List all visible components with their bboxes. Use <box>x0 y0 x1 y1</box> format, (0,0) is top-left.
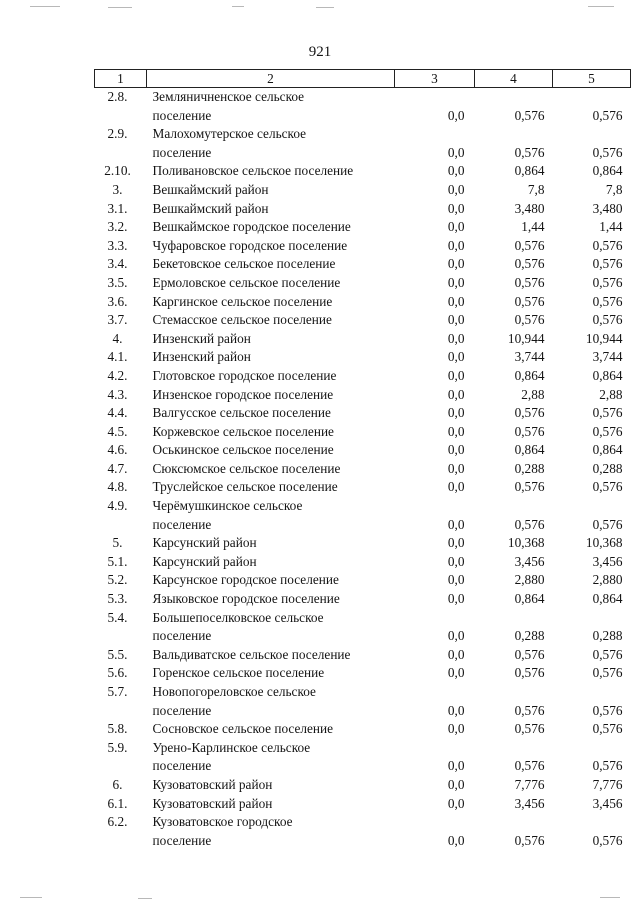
municipality-name-line: Валгусское сельское поселение <box>152 405 331 421</box>
municipality-name <box>147 274 395 293</box>
value-col3: 0,0 <box>447 646 465 662</box>
value-col4: 0,576 <box>514 256 545 272</box>
table-row <box>95 497 631 534</box>
table-row <box>95 534 631 553</box>
value-col5: 2,88 <box>599 386 623 402</box>
municipality-name <box>147 497 395 534</box>
municipality-name-line: Оськинское сельское поселение <box>152 442 334 458</box>
row-number: 3.3. <box>107 237 128 253</box>
value-col3: 0,0 <box>447 293 465 309</box>
municipality-name-line: Карсунское городское поселение <box>152 572 339 588</box>
value-col4: 7,776 <box>514 776 545 792</box>
value-col5: 0,576 <box>592 274 623 290</box>
municipality-name-line: Вешкаймское городское поселение <box>152 219 351 235</box>
value-col4: 2,880 <box>514 572 545 588</box>
value-col4: 0,576 <box>514 423 545 439</box>
value-col5: 0,576 <box>592 293 623 309</box>
value-col3: 0,0 <box>447 628 465 644</box>
value-col3: 0,0 <box>447 516 465 532</box>
value-col4: 0,576 <box>514 832 545 848</box>
municipality-name-line: Каргинское сельское поселение <box>152 293 333 309</box>
row-number: 5.9. <box>107 739 128 755</box>
value-col3: 0,0 <box>447 591 465 607</box>
municipality-name-line: Глотовское городское поселение <box>152 367 337 383</box>
row-number: 3.4. <box>107 256 128 272</box>
value-col5: 3,456 <box>592 553 623 569</box>
value-col5: 0,576 <box>592 312 623 328</box>
municipality-name <box>147 590 395 609</box>
value-col5: 0,576 <box>592 237 623 253</box>
municipality-name <box>147 646 395 665</box>
value-col3: 0,0 <box>447 535 465 551</box>
row-number: 6. <box>112 776 123 792</box>
municipality-name-line: Горенское сельское поселение <box>152 665 325 681</box>
value-col3: 0,0 <box>447 460 465 476</box>
table-row <box>95 293 631 312</box>
value-col4: 0,864 <box>514 367 545 383</box>
municipality-name-line: поселение <box>152 758 212 774</box>
table-row <box>95 88 631 126</box>
value-col5: 0,576 <box>592 479 623 495</box>
value-col3: 0,0 <box>447 795 465 811</box>
row-number: 5.7. <box>107 684 128 699</box>
value-col3: 0,0 <box>447 423 465 439</box>
municipality-name <box>147 553 395 572</box>
value-col5: 7,8 <box>605 181 623 197</box>
municipality-name-line: Кузоватовский район <box>152 795 273 811</box>
municipality-name <box>147 441 395 460</box>
value-col4: 3,744 <box>514 349 545 365</box>
municipality-name <box>147 237 395 256</box>
row-number: 4.6. <box>107 442 128 458</box>
column-header: 2 <box>147 70 395 88</box>
value-col5: 0,288 <box>592 460 623 476</box>
value-col3: 0,0 <box>447 144 465 160</box>
row-number: 5.5. <box>107 646 128 662</box>
table-row <box>95 367 631 386</box>
row-number: 5. <box>112 535 123 551</box>
table-row <box>95 720 631 739</box>
value-col4: 0,576 <box>514 721 545 737</box>
row-number: 4.9. <box>107 498 128 514</box>
table-row <box>95 441 631 460</box>
value-col3: 0,0 <box>447 758 465 774</box>
value-col5: 0,576 <box>592 405 623 421</box>
municipality-name <box>147 125 395 162</box>
row-number: 4.5. <box>107 423 128 439</box>
table-row <box>95 795 631 814</box>
value-col3: 0,0 <box>447 349 465 365</box>
municipality-name-line: поселение <box>152 144 212 160</box>
value-col5: 0,576 <box>592 144 623 160</box>
value-col3: 0,0 <box>447 702 465 718</box>
row-number: 2.8. <box>107 89 128 104</box>
table-row <box>95 776 631 795</box>
table-row <box>95 125 631 162</box>
value-col3: 0,0 <box>447 442 465 458</box>
value-col5: 0,864 <box>592 367 623 383</box>
value-col4: 10,368 <box>507 535 545 551</box>
table-row <box>95 311 631 330</box>
value-col4: 1,44 <box>521 219 545 235</box>
municipality-name <box>147 720 395 739</box>
value-col5: 7,776 <box>592 776 623 792</box>
municipality-name-line: Чуфаровское городское поселение <box>152 237 348 253</box>
municipality-name-line: Карсунский район <box>152 553 257 569</box>
value-col3: 0,0 <box>447 479 465 495</box>
value-col3: 0,0 <box>447 665 465 681</box>
row-number: 6.2. <box>107 814 128 830</box>
value-col4: 0,576 <box>514 516 545 532</box>
table-header-row <box>95 70 631 88</box>
municipality-name <box>147 664 395 683</box>
value-col5: 3,480 <box>592 200 623 216</box>
municipality-name-line: Земляничненское сельское <box>152 89 305 104</box>
value-col4: 0,576 <box>514 274 545 290</box>
row-number: 3. <box>112 181 123 197</box>
municipality-name-line: поселение <box>152 832 212 848</box>
value-col5: 0,576 <box>592 832 623 848</box>
municipality-name-line: Большепоселковское сельское <box>152 609 324 625</box>
table-row <box>95 237 631 256</box>
value-col5: 2,880 <box>592 572 623 588</box>
value-col4: 0,576 <box>514 405 545 421</box>
value-col5: 3,456 <box>592 795 623 811</box>
table-row <box>95 664 631 683</box>
municipality-name-line: Карсунский район <box>152 535 257 551</box>
page-number: 921 <box>308 44 332 60</box>
row-number: 5.3. <box>107 591 128 607</box>
value-col3: 0,0 <box>447 237 465 253</box>
value-col3: 0,0 <box>447 572 465 588</box>
municipality-name <box>147 330 395 349</box>
value-col4: 0,864 <box>514 591 545 607</box>
table-row <box>95 404 631 423</box>
municipality-name <box>147 162 395 181</box>
value-col4: 0,576 <box>514 702 545 718</box>
row-number: 4.4. <box>107 405 128 421</box>
value-col4: 0,576 <box>514 646 545 662</box>
table-row <box>95 571 631 590</box>
scan-artifacts-top <box>0 4 640 10</box>
row-number: 2.10. <box>104 163 131 179</box>
value-col4: 0,576 <box>514 665 545 681</box>
row-number: 4.7. <box>107 460 128 476</box>
value-col5: 0,864 <box>592 442 623 458</box>
value-col3: 0,0 <box>447 776 465 792</box>
municipality-name <box>147 795 395 814</box>
table-row <box>95 423 631 442</box>
municipality-name-line: Бекетовское сельское поселение <box>152 256 336 272</box>
row-number: 5.4. <box>107 609 128 625</box>
row-number: 4. <box>112 330 123 346</box>
value-col4: 3,480 <box>514 200 545 216</box>
municipality-name-line: Вальдиватское сельское поселение <box>152 646 351 662</box>
value-col4: 0,288 <box>514 628 545 644</box>
table-row <box>95 460 631 479</box>
value-col3: 0,0 <box>447 721 465 737</box>
table-row <box>95 813 631 850</box>
municipality-name <box>147 386 395 405</box>
value-col4: 0,864 <box>514 442 545 458</box>
row-number: 3.5. <box>107 274 128 290</box>
column-header: 1 <box>95 70 147 88</box>
value-col4: 0,576 <box>514 293 545 309</box>
municipality-name-line: Поливановское сельское поселение <box>152 163 354 179</box>
municipality-name <box>147 423 395 442</box>
table-row <box>95 683 631 720</box>
municipality-name <box>147 478 395 497</box>
municipality-name <box>147 739 395 776</box>
municipality-name-line: Черёмушкинское сельское <box>152 498 303 514</box>
table-row <box>95 330 631 349</box>
row-number: 6.1. <box>107 795 128 811</box>
value-col3: 0,0 <box>447 330 465 346</box>
value-col5: 0,864 <box>592 163 623 179</box>
table-row <box>95 590 631 609</box>
municipality-name <box>147 293 395 312</box>
value-col4: 0,576 <box>514 237 545 253</box>
municipality-name-line: Сюксюмское сельское поселение <box>152 460 341 476</box>
column-header: 3 <box>395 70 475 88</box>
value-col3: 0,0 <box>447 553 465 569</box>
municipality-name-line: Сосновское сельское поселение <box>152 721 334 737</box>
value-col4: 0,864 <box>514 163 545 179</box>
table-row <box>95 200 631 219</box>
value-col3: 0,0 <box>447 181 465 197</box>
row-number: 4.2. <box>107 367 128 383</box>
table-row <box>95 739 631 776</box>
value-col3: 0,0 <box>447 405 465 421</box>
table-row <box>95 274 631 293</box>
municipality-name-line: поселение <box>152 702 212 718</box>
value-col5: 0,576 <box>592 107 623 123</box>
row-number: 4.3. <box>107 386 128 402</box>
municipality-name <box>147 534 395 553</box>
municipality-name <box>147 571 395 590</box>
value-col5: 0,576 <box>592 646 623 662</box>
municipality-name-line: Вешкаймский район <box>152 200 269 216</box>
value-col4: 3,456 <box>514 553 545 569</box>
municipality-name-line: Инзенский район <box>152 330 251 346</box>
municipality-name <box>147 609 395 646</box>
column-header: 5 <box>553 70 631 88</box>
table-row <box>95 255 631 274</box>
municipality-name-line: Стемасское сельское поселение <box>152 312 332 328</box>
value-col5: 0,288 <box>592 628 623 644</box>
municipality-name-line: Инзенское городское поселение <box>152 386 334 402</box>
table-row <box>95 218 631 237</box>
municipality-name <box>147 218 395 237</box>
value-col5: 0,576 <box>592 721 623 737</box>
value-col5: 0,576 <box>592 758 623 774</box>
row-number: 3.1. <box>107 200 128 216</box>
value-col5: 0,576 <box>592 702 623 718</box>
municipality-name-line: поселение <box>152 107 212 123</box>
municipality-name-line: поселение <box>152 516 212 532</box>
row-number: 4.8. <box>107 479 128 495</box>
municipality-name <box>147 367 395 386</box>
municipality-name <box>147 311 395 330</box>
value-col5: 0,576 <box>592 423 623 439</box>
table-row <box>95 181 631 200</box>
municipality-name-line: Языковское городское поселение <box>152 591 340 607</box>
row-number: 5.6. <box>107 665 128 681</box>
municipality-name <box>147 255 395 274</box>
value-col4: 0,576 <box>514 144 545 160</box>
municipality-name-line: Кузоватовский район <box>152 776 273 792</box>
table-row <box>95 348 631 367</box>
municipality-name-line: Труслейское сельское поселение <box>152 479 338 495</box>
municipality-name <box>147 348 395 367</box>
value-col5: 0,576 <box>592 516 623 532</box>
row-number: 3.6. <box>107 293 128 309</box>
value-col4: 3,456 <box>514 795 545 811</box>
table-body <box>95 88 631 851</box>
municipality-name <box>147 200 395 219</box>
table-row <box>95 646 631 665</box>
value-col5: 0,576 <box>592 256 623 272</box>
municipality-name-line: поселение <box>152 628 212 644</box>
value-col3: 0,0 <box>447 200 465 216</box>
municipality-name <box>147 88 395 126</box>
value-col3: 0,0 <box>447 386 465 402</box>
municipality-name-line: Кузоватовское городское <box>152 814 293 830</box>
value-col4: 0,288 <box>514 460 545 476</box>
row-number: 3.2. <box>107 219 128 235</box>
value-col4: 0,576 <box>514 312 545 328</box>
municipality-name-line: Вешкаймский район <box>152 181 269 197</box>
table-row <box>95 553 631 572</box>
value-col5: 3,744 <box>592 349 623 365</box>
value-col3: 0,0 <box>447 367 465 383</box>
municipality-name <box>147 460 395 479</box>
row-number: 4.1. <box>107 349 128 365</box>
municipality-name <box>147 683 395 720</box>
municipality-name-line: Новопогореловское сельское <box>152 684 316 699</box>
value-col5: 0,576 <box>592 665 623 681</box>
row-number: 2.9. <box>107 126 128 142</box>
table-row <box>95 162 631 181</box>
value-col4: 0,576 <box>514 758 545 774</box>
municipality-name-line: Коржевское сельское поселение <box>152 423 334 439</box>
municipality-name <box>147 404 395 423</box>
row-number: 5.1. <box>107 553 128 569</box>
value-col4: 2,88 <box>521 386 545 402</box>
value-col4: 7,8 <box>527 181 545 197</box>
value-col3: 0,0 <box>447 256 465 272</box>
municipality-name <box>147 813 395 850</box>
row-number: 5.2. <box>107 572 128 588</box>
value-col5: 0,864 <box>592 591 623 607</box>
value-col3: 0,0 <box>447 274 465 290</box>
value-col4: 0,576 <box>514 479 545 495</box>
municipality-name <box>147 181 395 200</box>
municipality-name <box>147 776 395 795</box>
municipality-name-line: Инзенский район <box>152 349 251 365</box>
municipality-name-line: Урено-Карлинское сельское <box>152 739 311 755</box>
column-header: 4 <box>475 70 553 88</box>
value-col3: 0,0 <box>447 219 465 235</box>
table-row <box>95 609 631 646</box>
value-col5: 10,368 <box>585 535 623 551</box>
table-row <box>95 386 631 405</box>
value-col5: 1,44 <box>599 219 623 235</box>
value-col5: 10,944 <box>585 330 623 346</box>
municipality-name-line: Малохомутерское сельское <box>152 126 307 142</box>
row-number: 5.8. <box>107 721 128 737</box>
table-row <box>95 478 631 497</box>
budget-table <box>94 69 630 850</box>
value-col4: 10,944 <box>507 330 545 346</box>
value-col3: 0,0 <box>447 163 465 179</box>
value-col3: 0,0 <box>447 107 465 123</box>
value-col4: 0,576 <box>514 107 545 123</box>
municipality-name-line: Ермоловское сельское поселение <box>152 274 341 290</box>
value-col3: 0,0 <box>447 312 465 328</box>
scan-artifacts-bottom <box>0 895 640 901</box>
row-number: 3.7. <box>107 312 128 328</box>
value-col3: 0,0 <box>447 832 465 848</box>
